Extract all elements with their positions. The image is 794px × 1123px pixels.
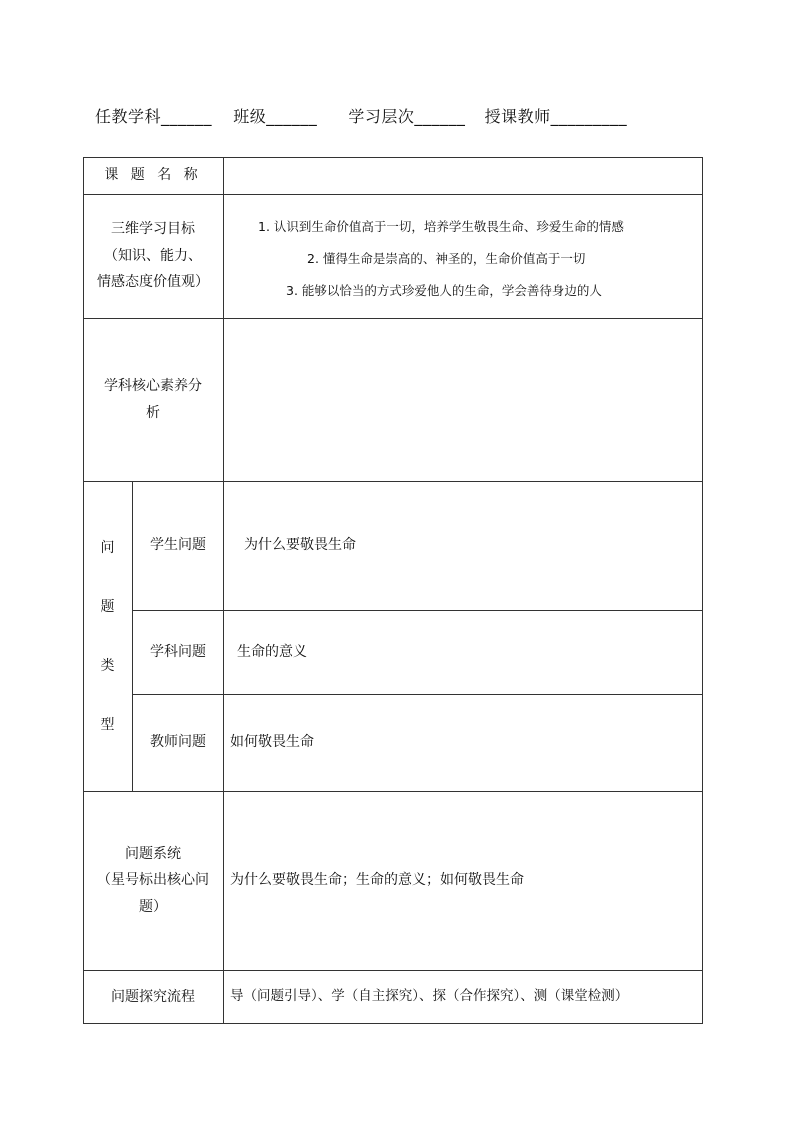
student-question-label: 学生问题 xyxy=(150,537,206,554)
subject-question-value: 生命的意义 xyxy=(237,643,307,660)
lesson-plan-table xyxy=(83,157,703,1024)
question-type-label: 问 题 类 型 xyxy=(100,539,115,733)
topic-label: 课 题 名 称 xyxy=(104,167,202,184)
class-field: 班级______ xyxy=(233,107,318,126)
objective-1: 1. 认识到生命价值高于一切，培养学生敬畏生命、珍爱生命的情感 xyxy=(258,219,624,234)
teacher-field: 授课教师_________ xyxy=(484,107,628,126)
inquiry-process-label: 问题探究流程 xyxy=(111,988,195,1005)
subject-question-label: 学科问题 xyxy=(150,643,206,660)
core-literacy-label: 学科核心素养分 析 xyxy=(104,377,202,421)
topic-value xyxy=(224,157,703,194)
form-header xyxy=(95,104,627,127)
objective-2: 2. 懂得生命是崇高的、神圣的，生命价值高于一切 xyxy=(307,251,586,266)
teacher-question-value: 如何敬畏生命 xyxy=(230,734,314,751)
objectives-label: 三维学习目标 （知识、能力、 情感态度价值观） xyxy=(97,221,209,291)
column-divider xyxy=(223,157,224,1024)
objective-3: 3. 能够以恰当的方式珍爱他人的生命，学会善待身边的人 xyxy=(286,283,602,298)
level-field: 学习层次______ xyxy=(348,107,466,126)
inquiry-process-value: 导（问题引导）、学（自主探究）、探（合作探究）、测（课堂检测） xyxy=(230,988,629,1005)
question-system-label: 问题系统 （星号标出核心问 题） xyxy=(97,845,209,915)
student-question-value: 为什么要敬畏生命 xyxy=(244,537,356,554)
subject-field: 任教学科______ xyxy=(95,107,213,126)
core-literacy-value xyxy=(224,318,703,481)
teacher-question-label: 教师问题 xyxy=(150,734,206,751)
question-system-value: 为什么要敬畏生命；生命的意义；如何敬畏生命 xyxy=(230,872,524,889)
